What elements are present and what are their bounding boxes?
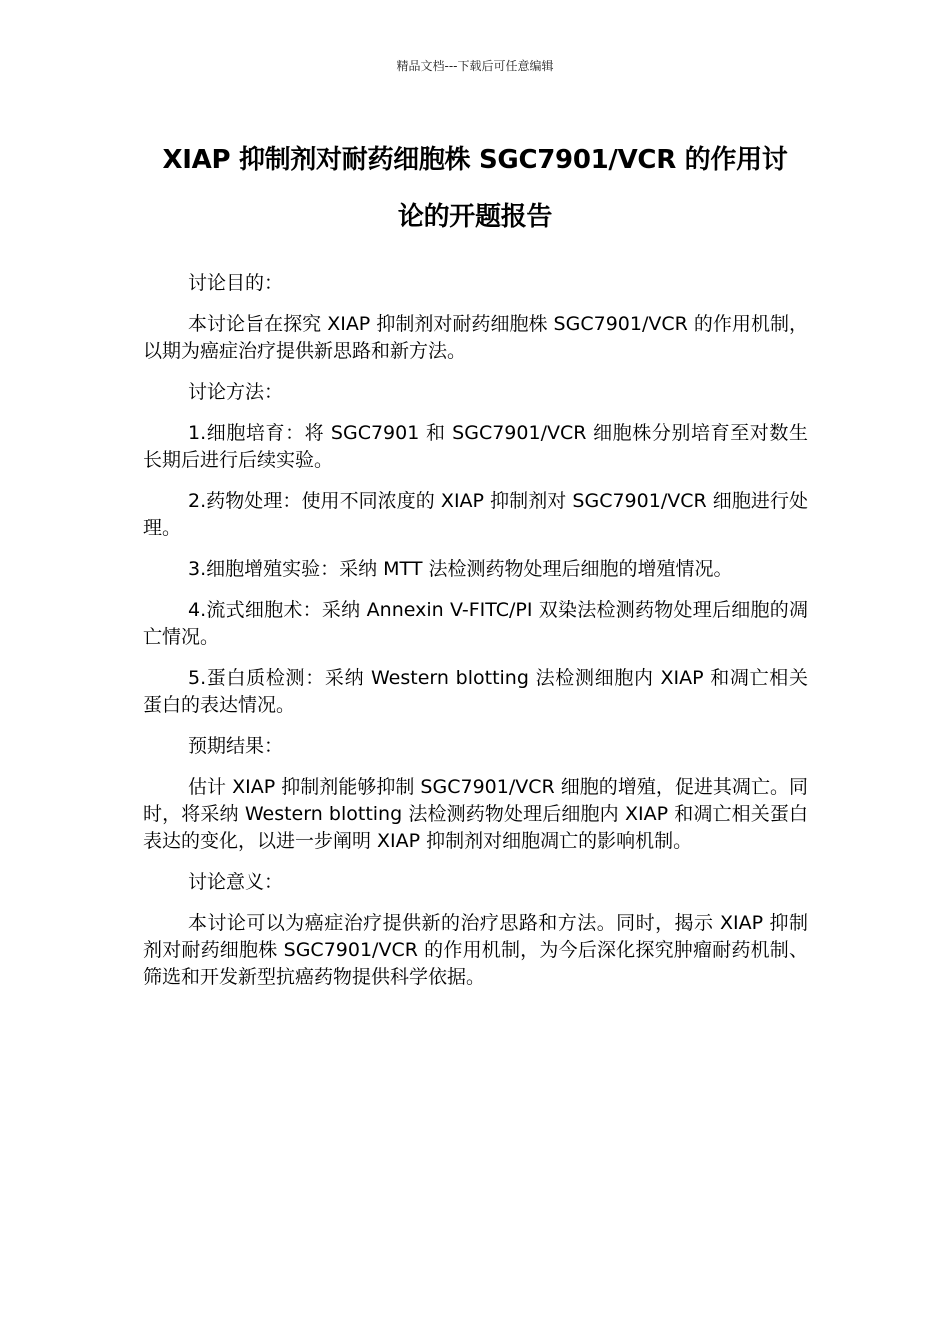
method-item-2: 2.药物处理：使用不同浓度的 XIAP 抑制剂对 SGC7901/VCR 细胞进行处理。 [143,490,808,539]
title-line-2: 论的开题报告 [397,202,553,232]
paragraph-purpose: 本讨论旨在探究 XIAP 抑制剂对耐药细胞株 SGC7901/VCR 的作用机制，以期为癌症治疗提供新思路和新方法。 [143,313,808,362]
method-item-3: 3.细胞增殖实验：采纳 MTT 法检测药物处理后细胞的增殖情况。 [188,558,733,580]
method-item-5: 5.蛋白质检测：采纳 Western blotting 法检测细胞内 XIAP 和凋亡相关蛋白的表达情况。 [143,667,808,716]
paragraph-expected-results: 估计 XIAP 抑制剂能够抑制 SGC7901/VCR 细胞的增殖，促进其凋亡。同时，将采纳 Western blotting 法检测药物处理后细胞内 XIAP 和凋亡相关蛋白表达的变化，以进一步阐明 XIAP 抑制剂对细胞凋亡的影响机制。 [143,776,808,852]
heading-expected-results: 预期结果： [188,735,284,757]
title-line-1: XIAP 抑制剂对耐药细胞株 SGC7901/VCR 的作用讨 [162,145,788,175]
heading-purpose: 讨论目的： [188,272,284,294]
heading-methods: 讨论方法： [188,381,284,403]
document-title [140,132,810,246]
method-item-4: 4.流式细胞术：采纳 Annexin V-FITC/PI 双染法检测药物处理后细胞的凋亡情况。 [143,599,808,648]
method-item-1: 1.细胞培育：将 SGC7901 和 SGC7901/VCR 细胞株分别培育至对数生长期后进行后续实验。 [143,422,808,471]
paragraph-significance: 本讨论可以为癌症治疗提供新的治疗思路和方法。同时，揭示 XIAP 抑制剂对耐药细胞株 SGC7901/VCR 的作用机制，为今后深化探究肿瘤耐药机制、筛选和开发新型抗癌药物提供科学依据。 [143,912,808,988]
heading-significance: 讨论意义： [188,871,284,893]
header-note: 精品文档---下载后可任意编辑 [396,59,554,73]
document-body [143,270,808,1005]
